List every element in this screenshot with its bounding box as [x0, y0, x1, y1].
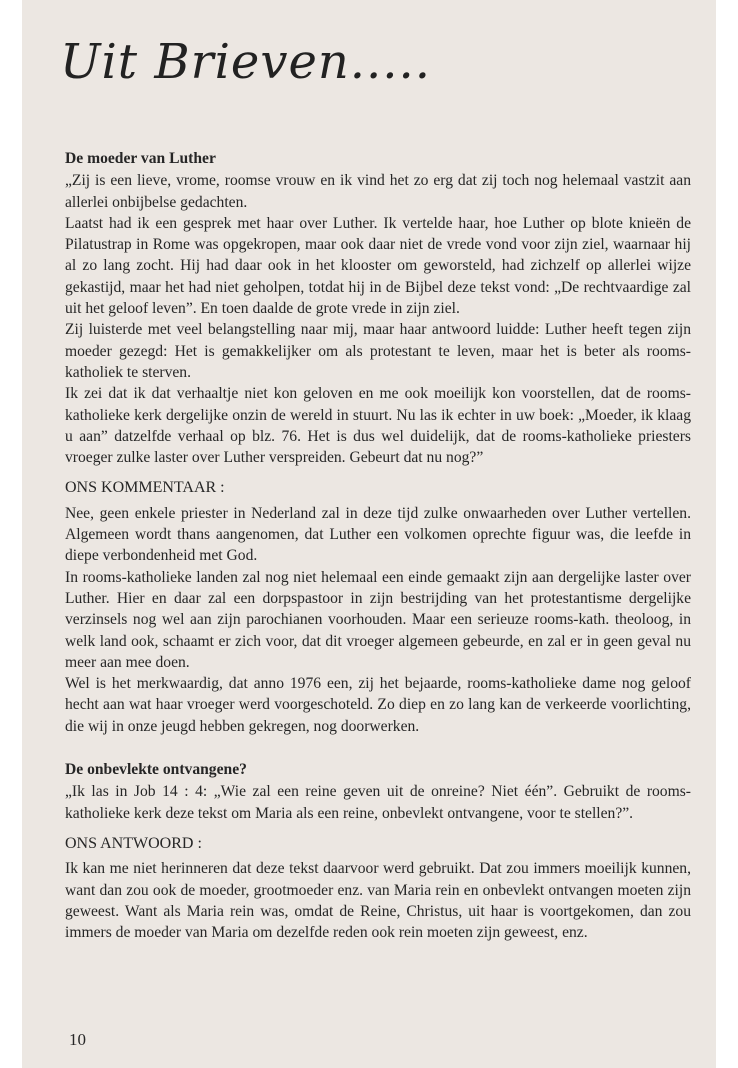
page-number: 10 [69, 1030, 86, 1049]
answer-paragraph: Ik kan me niet herinneren dat deze tekst daarvoor werd gebruikt. Dat zou immers moeilijk kunnen, want dan zou ook de moeder, grootmoeder enz. van Maria rein en onbevlekt ontvangen moeten zijn geweest. Want als Maria rein was, omdat de Reine, Christus, uit haar is voortgekomen, dan zou immers de moeder van Maria om dezelfde reden ook rein moeten zijn geweest, enz. [65, 860, 691, 942]
letter-paragraph: Zij luisterde met veel belangstelling naar mij, maar haar antwoord luidde: Luther heeft tegen zijn moeder gezegd: Het is gemakkelijker om als protestant te leven, maar het is beter als rooms-katholiek te sterven. [65, 321, 691, 381]
section-spacer [65, 737, 691, 759]
letter-heading-luther: De moeder van Luther [65, 150, 216, 167]
commentary-heading: ONS KOMMENTAAR : [65, 479, 225, 497]
page-title: Uit Brieven..... [60, 34, 432, 90]
commentary-paragraph: In rooms-katholieke landen zal nog niet helemaal een einde gemaakt zijn aan dergelijke laster over Luther. Hier en daar zal een dorpspastoor in zijn bestrijding van het protestantisme dergelijke verzinsels nog wel aan zijn parochianen voorhouden. Maar een serieuze rooms-kath. theoloog, in welk land ook, schaamt er zich voor, dat dit vroeger algemeen gebeurde, en zal er in geen geval nu meer aan mee doen. [65, 568, 691, 671]
letter-paragraph: „Zij is een lieve, vrome, roomse vrouw en ik vind het zo erg dat zij toch nog helemaal vastzit aan allerlei onbijbelse gedachten. [65, 172, 691, 211]
letter-heading-immaculate: De onbevlekte ontvangene? [65, 761, 247, 779]
letter-paragraph: „Ik las in Job 14 : 4: „Wie zal een reine geven uit de onreine? Niet één”. Gebruikt de rooms-katholieke kerk deze tekst om Maria als een reine, onbevlekt ontvangene, voor te stellen?”. [65, 783, 691, 822]
letter-paragraph: Ik zei dat ik dat verhaaltje niet kon geloven en me ook moeilijk kon voorstellen, dat de rooms-katholieke kerk dergelijke onzin de wereld in stuurt. Nu las ik echter in uw boek: „Moeder, ik klaag u aan” datzelfde verhaal op blz. 76. Het is dus wel duidelijk, dat de rooms-katholieke priesters vroeger zulke laster over Luther verspreiden. Gebeurt dat nu nog?” [65, 385, 691, 467]
commentary-paragraph: Wel is het merkwaardig, dat anno 1976 een, zij het bejaarde, rooms-katholieke dame nog geloof hecht aan wat haar vroeger werd voorgeschoteld. Zo diep en zo lang kan de verkeerde voorlichting, die wij in onze jeugd hebben gekregen, nog doorwerken. [65, 675, 691, 735]
letter-paragraph: Laatst had ik een gesprek met haar over Luther. Ik vertelde haar, hoe Luther op blote knieën de Pilatustrap in Rome was opgekropen, maar ook daar niet de vrede vond voor zijn ziel, waarnaar hij al zo lang zocht. Hij had daar ook in het klooster om geworsteld, had zichzelf op allerlei wijze gekastijd, maar het had niet geholpen, totdat hij in de Bijbel deze tekst vond: „De rechtvaardige zal uit het geloof leven”. En toen daalde de grote vrede in zijn ziel. [65, 214, 691, 318]
answer-heading: ONS ANTWOORD : [65, 834, 202, 852]
article-body [65, 148, 691, 943]
commentary-paragraph: Nee, geen enkele priester in Nederland zal in deze tijd zulke onwaarheden over Luther vertellen. Algemeen wordt thans aangenomen, dat Luther een volkomen oprechte figuur was, die leefde in diepe verbondenheid met God. [65, 504, 691, 565]
